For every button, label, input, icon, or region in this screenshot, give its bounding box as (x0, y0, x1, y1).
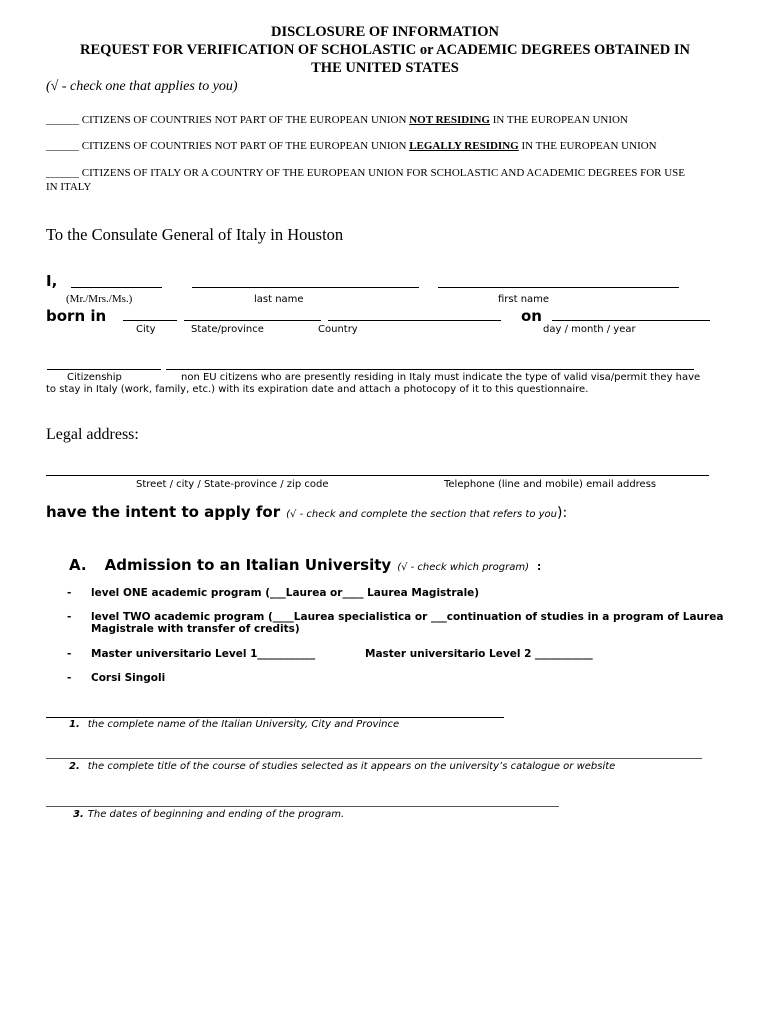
intent-line: have the intent to apply for (√ - check and complete the section that refers to you): (46, 503, 568, 521)
option-legally-residing[interactable]: ______ CITIZENS OF COUNTRIES NOT PART OF THE EUROPEAN UNION LEGALLY RESIDING IN THE EUROPEAN UNION (46, 140, 657, 152)
option-italy-eu-citizens-cont: IN ITALY (46, 181, 92, 193)
last-name-caption: last name (254, 294, 304, 305)
document-subtitle-country: THE UNITED STATES (311, 60, 459, 76)
title-field[interactable] (71, 287, 162, 288)
state-caption: State/province (191, 324, 264, 335)
title-caption: (Mr./Mrs./Ms.) (66, 293, 133, 305)
first-name-field[interactable] (438, 287, 679, 288)
field-1-caption: 1. the complete name of the Italian University, City and Province (69, 719, 400, 730)
addressee: To the Consulate General of Italy in Houston (46, 225, 344, 244)
last-name-field[interactable] (192, 287, 419, 288)
field-3-caption: 3. The dates of beginning and ending of the program. (73, 809, 345, 820)
on-label: on (521, 307, 542, 325)
section-a-note: (√ - check which program) (397, 562, 529, 573)
program-master-level-2[interactable]: Master universitario Level 2 ___________ (365, 648, 593, 660)
program-master-level-1[interactable]: Master universitario Level 1___________ (91, 648, 316, 660)
document-title: DISCLOSURE OF INFORMATION (271, 24, 499, 40)
legal-address-field[interactable] (46, 475, 709, 476)
country-field[interactable] (328, 320, 501, 321)
city-caption: City (136, 324, 156, 335)
document-subtitle: REQUEST FOR VERIFICATION OF SCHOLASTIC or ACADEMIC DEGREES OBTAINED IN (79, 42, 691, 58)
birth-date-field[interactable] (552, 320, 710, 321)
check-instruction: (√ - check one that applies to you) (46, 79, 238, 94)
section-a-letter: A. (69, 556, 87, 574)
program-level-one[interactable]: level ONE academic program (___Laurea or____ Laurea Magistrale) (91, 587, 480, 599)
intent-note: (√ - check and complete the section that refers to you (286, 509, 557, 520)
option-italy-eu-citizens[interactable]: ______ CITIZENS OF ITALY OR A COUNTRY OF THE EUROPEAN UNION FOR SCHOLASTIC AND ACADEMIC DEGREES FOR USE (46, 167, 686, 179)
state-field[interactable] (184, 320, 321, 321)
street-caption: Street / city / State-province / zip code (136, 479, 329, 490)
field-2-caption: 2. the complete title of the course of studies selected as it appears on the university’s catalogue or website (69, 761, 616, 772)
intent-label: have the intent to apply for (46, 503, 281, 521)
date-caption: day / month / year (543, 324, 636, 335)
visa-field[interactable] (166, 369, 694, 370)
citizenship-caption: Citizenship (67, 372, 122, 383)
program-dash: - (67, 587, 72, 599)
program-dash: - (67, 672, 72, 684)
program-dash: - (67, 648, 72, 660)
i-label: I, (46, 272, 58, 290)
citizenship-field[interactable] (47, 369, 161, 370)
legal-address-label: Legal address: (46, 426, 139, 443)
country-caption: Country (318, 324, 358, 335)
city-field[interactable] (123, 320, 177, 321)
course-title-field[interactable] (46, 758, 702, 759)
visa-note-cont: to stay in Italy (work, family, etc.) with its expiration date and attach a photocopy of it to this questionnaire. (46, 384, 589, 395)
option-blank: ______ (46, 167, 79, 179)
university-name-field[interactable] (46, 717, 504, 718)
phone-caption: Telephone (line and mobile) email address (444, 479, 657, 490)
first-name-caption: first name (498, 294, 550, 305)
section-a-title: Admission to an Italian University (104, 556, 392, 574)
option-blank: ______ (46, 140, 79, 152)
section-a-header: A. Admission to an Italian University (√ - check which program) : (69, 556, 542, 574)
option-not-residing[interactable]: ______ CITIZENS OF COUNTRIES NOT PART OF THE EUROPEAN UNION NOT RESIDING IN THE EUROPEAN UNION (46, 114, 628, 126)
option-blank: ______ (46, 114, 79, 126)
program-corsi-singoli[interactable]: Corsi Singoli (91, 672, 166, 684)
visa-note: non EU citizens who are presently residing in Italy must indicate the type of valid visa/permit they have (181, 372, 701, 383)
born-in-label: born in (46, 307, 107, 325)
program-dash: - (67, 611, 72, 623)
program-level-two[interactable]: level TWO academic program (____Laurea specialistica or ___continuation of studies in a program of Laurea (91, 611, 724, 623)
program-level-two-cont: Magistrale with transfer of credits) (91, 623, 300, 635)
program-dates-field[interactable] (46, 806, 559, 807)
